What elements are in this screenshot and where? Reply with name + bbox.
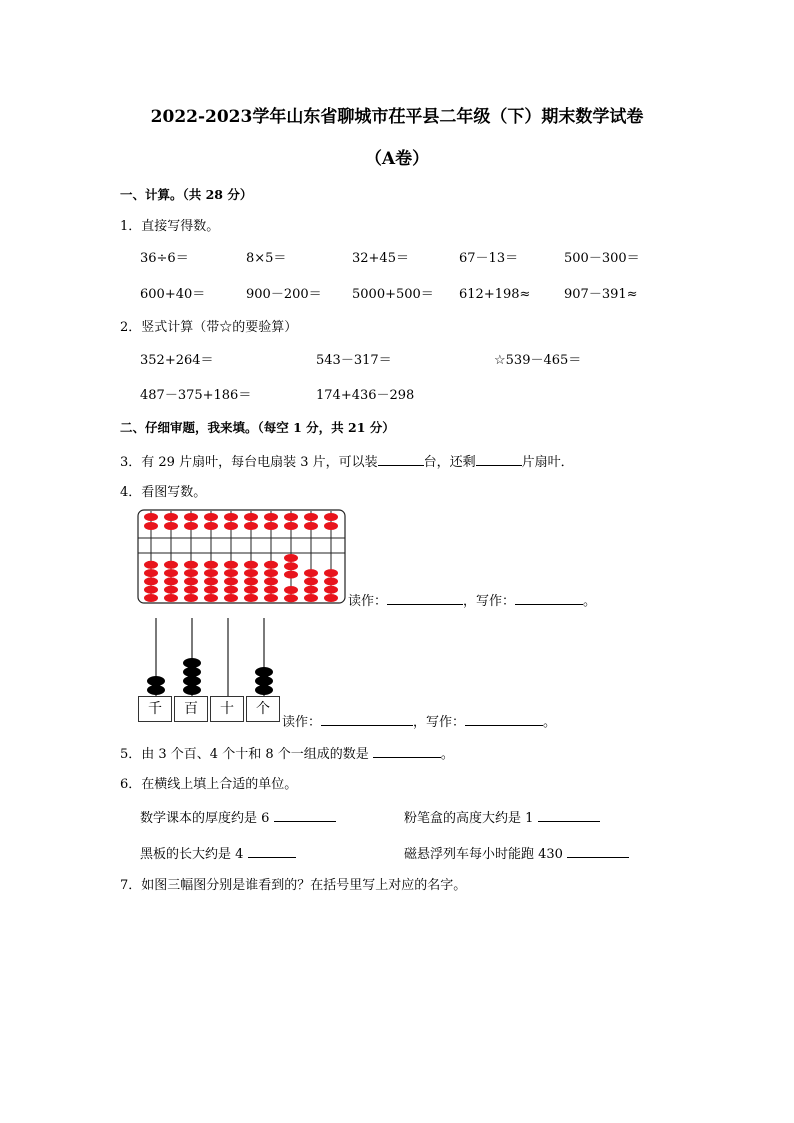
abacus-lower-bead [244,586,258,594]
abacus-lower-bead [184,561,198,569]
read-label: 读作： [282,715,322,730]
q2-item: 487－375+186＝ [140,388,252,403]
abacus-lower-bead [284,586,298,594]
write-label: ，写作： [413,715,466,730]
abacus-lower-bead [204,586,218,594]
q6-item [140,809,336,827]
q3-text [120,453,574,471]
abacus-lower-bead [144,577,158,585]
q2-item: ☆539－465＝ [494,353,582,368]
q1-item: 612+198≈ [459,287,531,302]
q1-item: 5000+500＝ [352,287,434,302]
abacus-upper-bead [304,522,318,530]
abacus-lower-bead [164,594,178,602]
abacus-lower-bead [324,577,338,585]
q1-label: 1．直接写得数。 [120,219,220,234]
answer-blank[interactable] [321,713,413,726]
q3-text-b: 台，还剩 [423,455,476,470]
answer-blank[interactable] [476,453,522,466]
abacus-upper-bead [324,522,338,530]
q3-text-c: 片扇叶． [521,455,574,470]
counter-bead [183,658,201,668]
answer-blank[interactable] [248,845,296,858]
counter-bead [183,676,201,686]
abacus-lower-bead [224,569,238,577]
q6-item-text: 磁悬浮列车每小时能跑 430 [404,847,563,862]
counter-bead [147,685,165,695]
abacus-upper-bead [204,522,218,530]
place-value-cell: 千 [138,696,172,722]
abacus-lower-bead [224,577,238,585]
answer-blank[interactable] [538,809,600,822]
abacus-lower-bead [244,594,258,602]
period: 。 [440,747,454,762]
page-subtitle: （A卷） [364,149,430,169]
abacus-lower-bead [264,569,278,577]
answer-blank[interactable] [378,453,424,466]
abacus-lower-bead [164,586,178,594]
abacus-upper-bead [164,513,178,521]
abacus-lower-bead [184,594,198,602]
q6-item [404,809,600,827]
abacus-upper-bead [224,513,238,521]
answer-blank[interactable] [465,713,543,726]
q2-label: 2．竖式计算（带☆的要验算） [120,320,298,335]
abacus-lower-bead [244,561,258,569]
q1-item: 907－391≈ [564,287,638,302]
place-value-cell: 十 [210,696,244,722]
answer-blank[interactable] [515,592,583,605]
answer-blank[interactable] [387,592,463,605]
q1-item: 500－300＝ [564,251,640,266]
abacus-upper-bead [244,522,258,530]
q4-answer1 [348,592,596,610]
abacus-lower-bead [184,569,198,577]
q6-item [140,845,296,863]
abacus-lower-bead [144,586,158,594]
q6-item-text: 数学课本的厚度约是 6 [140,811,270,826]
answer-blank[interactable] [373,745,441,758]
read-label: 读作： [348,594,388,609]
answer-blank[interactable] [274,809,336,822]
abacus-lower-bead [264,594,278,602]
abacus-upper-bead [144,522,158,530]
abacus-upper-bead [184,522,198,530]
q6-item-text: 粉笔盒的高度大约是 1 [404,811,534,826]
counter-bead [183,667,201,677]
abacus-lower-bead [184,577,198,585]
place-value-cell: 个 [246,696,280,722]
abacus-lower-bead [304,586,318,594]
abacus-lower-bead [224,586,238,594]
q4-answer2 [282,713,556,731]
section2-heading: 二、仔细审题，我来填。（每空 1 分，共 21 分） [120,420,395,435]
abacus-lower-bead [264,586,278,594]
place-value-cell: 百 [174,696,208,722]
answer-blank[interactable] [567,845,629,858]
q6-item [404,845,629,863]
abacus-lower-bead [304,569,318,577]
abacus-lower-bead [164,577,178,585]
q3-text-a: 3．有 29 片扇叶，每台电扇装 3 片，可以装 [120,455,378,470]
q4-label: 4．看图写数。 [120,485,207,500]
abacus-lower-bead [224,561,238,569]
q2-item: 352+264＝ [140,353,214,368]
q6-label: 6．在横线上填上合适的单位。 [120,777,298,792]
abacus-lower-bead [264,577,278,585]
abacus-lower-bead [204,569,218,577]
abacus-upper-bead [144,513,158,521]
q1-item: 600+40＝ [140,287,206,302]
abacus-lower-bead [144,561,158,569]
abacus-lower-bead [184,586,198,594]
abacus-upper-bead [324,513,338,521]
q6-item-text: 黑板的长大约是 4 [140,847,244,862]
q1-item: 900－200＝ [246,287,322,302]
abacus-lower-bead [284,562,298,570]
counter-bead [147,676,165,686]
counter-bead [255,685,273,695]
q2-item: 543－317＝ [316,353,392,368]
q1-item: 36÷6＝ [140,251,189,266]
abacus-lower-bead [204,577,218,585]
abacus-lower-bead [164,569,178,577]
abacus-figure [137,509,347,605]
abacus-lower-bead [164,561,178,569]
q7-text: 7．如图三幅图分别是谁看到的？在括号里写上对应的名字。 [120,878,467,893]
abacus-lower-bead [304,594,318,602]
q5-text [120,745,454,763]
page-title: 2022-2023学年山东省聊城市茌平县二年级（下）期末数学试卷 [150,107,644,127]
abacus-upper-bead [304,513,318,521]
abacus-lower-bead [304,577,318,585]
abacus-upper-bead [184,513,198,521]
q1-item: 32+45＝ [352,251,409,266]
abacus-lower-bead [284,571,298,579]
section1-heading: 一、计算。（共 28 分） [120,187,253,202]
abacus-upper-bead [264,513,278,521]
counter-bead [183,685,201,695]
abacus-upper-bead [284,522,298,530]
abacus-lower-bead [244,569,258,577]
abacus-lower-bead [224,594,238,602]
period: 。 [543,715,557,730]
abacus-lower-bead [244,577,258,585]
counter-figure [137,616,287,698]
abacus-upper-bead [204,513,218,521]
q5-text-body: 5．由 3 个百、4 个十和 8 个一组成的数是 [120,747,369,762]
counter-bead [255,667,273,677]
q1-item: 8×5＝ [246,251,287,266]
abacus-lower-bead [324,594,338,602]
abacus-upper-bead [224,522,238,530]
abacus-lower-bead [264,561,278,569]
abacus-lower-bead [324,586,338,594]
abacus-lower-bead [204,594,218,602]
q1-item: 67－13＝ [459,251,519,266]
counter-bead [255,676,273,686]
abacus-lower-bead [284,594,298,602]
write-label: ，写作： [463,594,516,609]
abacus-lower-bead [204,561,218,569]
abacus-lower-bead [144,569,158,577]
abacus-upper-bead [244,513,258,521]
abacus-upper-bead [264,522,278,530]
abacus-upper-bead [164,522,178,530]
abacus-upper-bead [284,513,298,521]
abacus-lower-bead [324,569,338,577]
q2-item: 174+436－298 [316,388,415,403]
abacus-lower-bead [284,554,298,562]
period: 。 [583,594,597,609]
abacus-lower-bead [144,594,158,602]
